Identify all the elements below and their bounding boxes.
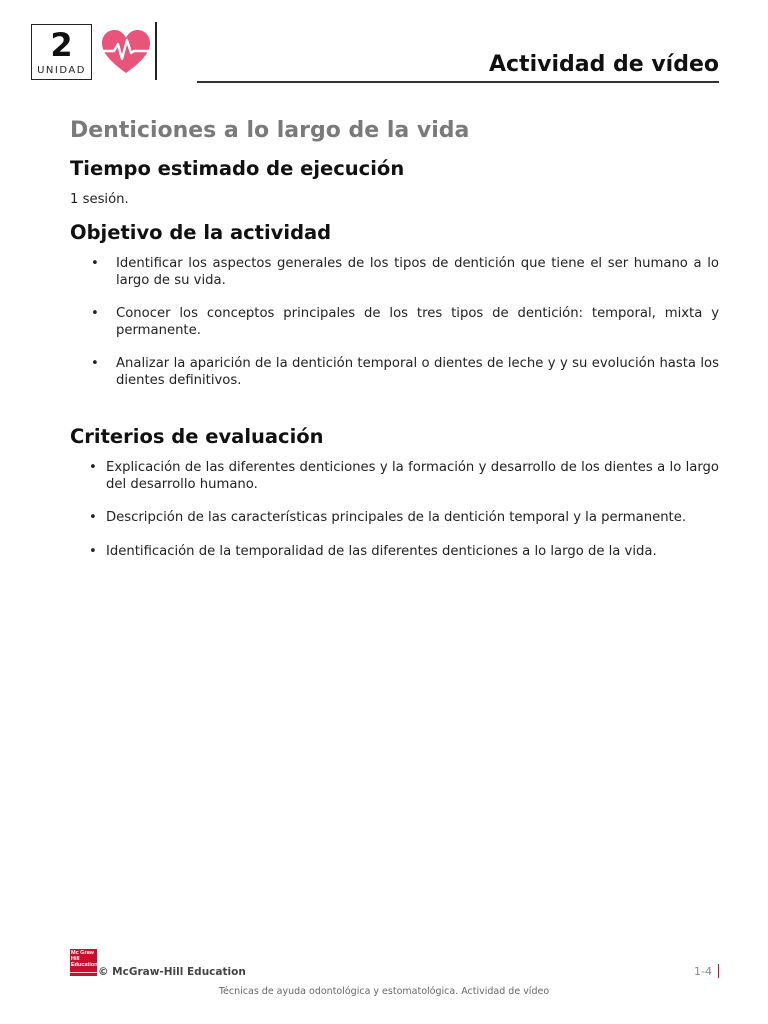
bullet: • [89, 510, 97, 525]
unit-badge [31, 24, 92, 80]
header-divider [155, 22, 157, 80]
criteria-list [70, 460, 719, 560]
copyright: © McGraw-Hill Education [98, 966, 246, 978]
objective-list [70, 256, 719, 389]
page-title: Denticiones a lo largo de la vida [70, 118, 470, 143]
bullet: • [91, 356, 99, 371]
objective-heading: Objetivo de la actividad [70, 221, 332, 244]
bullet: • [89, 460, 97, 475]
page-marker [718, 964, 720, 978]
mcgraw-hill-logo [70, 949, 97, 976]
unit-label: UNIDAD [37, 65, 86, 76]
unit-number: 2 [50, 26, 73, 64]
list-item: • Identificar los aspectos generales de los tipos de dentición que tiene el ser humano a lo largo de su vida. [91, 256, 719, 288]
header-title: Actividad de vídeo [488, 52, 719, 77]
page-number: 1-4 [694, 965, 712, 978]
list-item: • Analizar la aparición de la dentición temporal o dientes de leche y y su evolución hasta los dientes definitivos. [91, 356, 719, 388]
logo-stripe [70, 972, 97, 973]
bullet: • [91, 306, 99, 321]
list-item: • Conocer los conceptos principales de los tres tipos de dentición: temporal, mixta y permanente. [91, 306, 719, 338]
header-rule [197, 81, 719, 83]
time-heading: Tiempo estimado de ejecución [70, 157, 405, 180]
footer-text: Técnicas de ayuda odontológica y estomatológica. Actividad de vídeo [218, 986, 550, 997]
list-item: • Descripción de las características principales de la dentición temporal y la permanente. [89, 510, 687, 525]
logo-text: Mc Graw Hill Education [71, 950, 98, 968]
bullet: • [89, 543, 97, 559]
list-item: • Explicación de las diferentes denticiones y la formación y desarrollo de los dientes a lo largo del desarrollo humano. [89, 460, 719, 492]
content [70, 118, 719, 577]
heart-pulse-icon [99, 27, 153, 77]
criteria-heading: Criterios de evaluación [70, 425, 324, 448]
list-item: • Identificación de la temporalidad de las diferentes denticiones a lo largo de la vida. [89, 543, 657, 559]
time-text: 1 sesión. [70, 192, 129, 207]
bullet: • [91, 256, 99, 271]
